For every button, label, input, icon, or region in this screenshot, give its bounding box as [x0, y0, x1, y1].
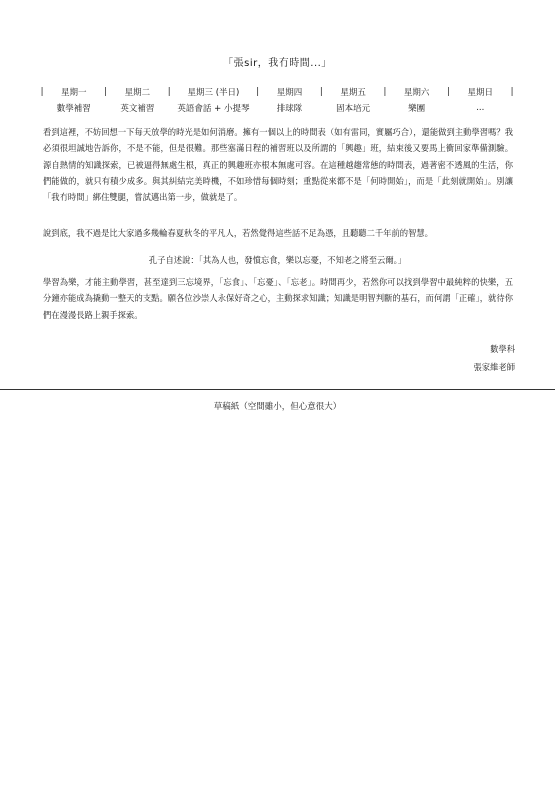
draft-paper-title: 草稿紙（空間雖小，但心意很大） [213, 402, 342, 412]
paragraph-ancient-wisdom: 說到底，我不過是比大家過多幾輪春夏秋冬的平凡人，若然覺得這些話不足為憑，且聽聽二千年前的智慧。 [43, 228, 433, 238]
column-separator: | [447, 87, 450, 97]
signature-block [474, 340, 516, 376]
weekly-schedule [38, 84, 516, 116]
day-saturday: 星期六 [403, 88, 430, 98]
paragraph-joy-of-learning: 學習為樂，才能主動學習，甚至達到三忘境界，「忘食」、「忘憂」、「忘老」。時間再少，若然你可以找到學習中最純粹的快樂，五分鐘亦能成為撬動一整天的支點。願各位沙崇人永保好奇之心，主動探求知識；知識是明智判斷的基石，而何謂「正確」，就待你們在漫漫長路上親手探索。 [43, 277, 513, 320]
signature-teacher: 張家維老師 [473, 362, 515, 372]
activity-monday: 數學補習 [56, 104, 91, 114]
day-sunday: 星期日 [467, 88, 494, 98]
activity-friday: 固本培元 [336, 104, 371, 114]
schedule-activities-row [38, 100, 516, 116]
column-separator: | [510, 87, 514, 97]
column-separator: | [319, 87, 323, 97]
column-separator: | [256, 87, 260, 97]
column-separator: | [383, 87, 387, 97]
day-friday: 星期五 [340, 88, 366, 98]
day-monday: 星期一 [61, 88, 87, 98]
column-separator: | [40, 87, 44, 97]
activity-tuesday: 英文補習 [120, 104, 155, 114]
activity-thursday: 排球隊 [276, 104, 303, 114]
activity-sunday: ... [476, 103, 485, 113]
day-wednesday: 星期三 (半日) [187, 88, 240, 98]
day-tuesday: 星期二 [124, 88, 151, 98]
paragraph-reflection: 看到這裡，不妨回想一下每天放學的時光是如何消磨。擁有一個以上的時間表（如有雷同，實屬巧合），還能做到主動學習嗎？我必須很坦誠地告訴你，不是不能，但是很難。那些塞滿日程的補習班以及所謂的「興趣」班，結束後又要馬上衝回家準備測驗。源自熱情的知識探索，已被逼得無處生根，真正的興趣班亦根本無處可容。在這種越趨常態的時間表，過著密不透風的生活，你們能做的，就只有積少成多。與其糾結完美時機，不如珍惜每個時刻；重點從來都不是「何時開始」，而是「此刻就開始」。別讓「我冇時間」綁住雙腿，嘗試邁出第一步，做就是了。 [43, 127, 513, 203]
section-divider [0, 389, 555, 390]
schedule-days-row [38, 84, 516, 100]
page-title: 「張sir，我冇時間...」 [223, 58, 332, 69]
column-separator: | [104, 87, 108, 97]
confucius-quote: 孔子自述說：「其為人也，發憤忘食，樂以忘憂，不知老之將至云爾。」 [148, 255, 407, 265]
activity-wednesday: 英語會話 + 小提琴 [177, 104, 250, 114]
activity-saturday: 樂團 [408, 104, 426, 114]
day-thursday: 星期四 [276, 88, 303, 98]
column-separator: | [167, 87, 171, 97]
signature-department: 數學科 [490, 344, 515, 354]
